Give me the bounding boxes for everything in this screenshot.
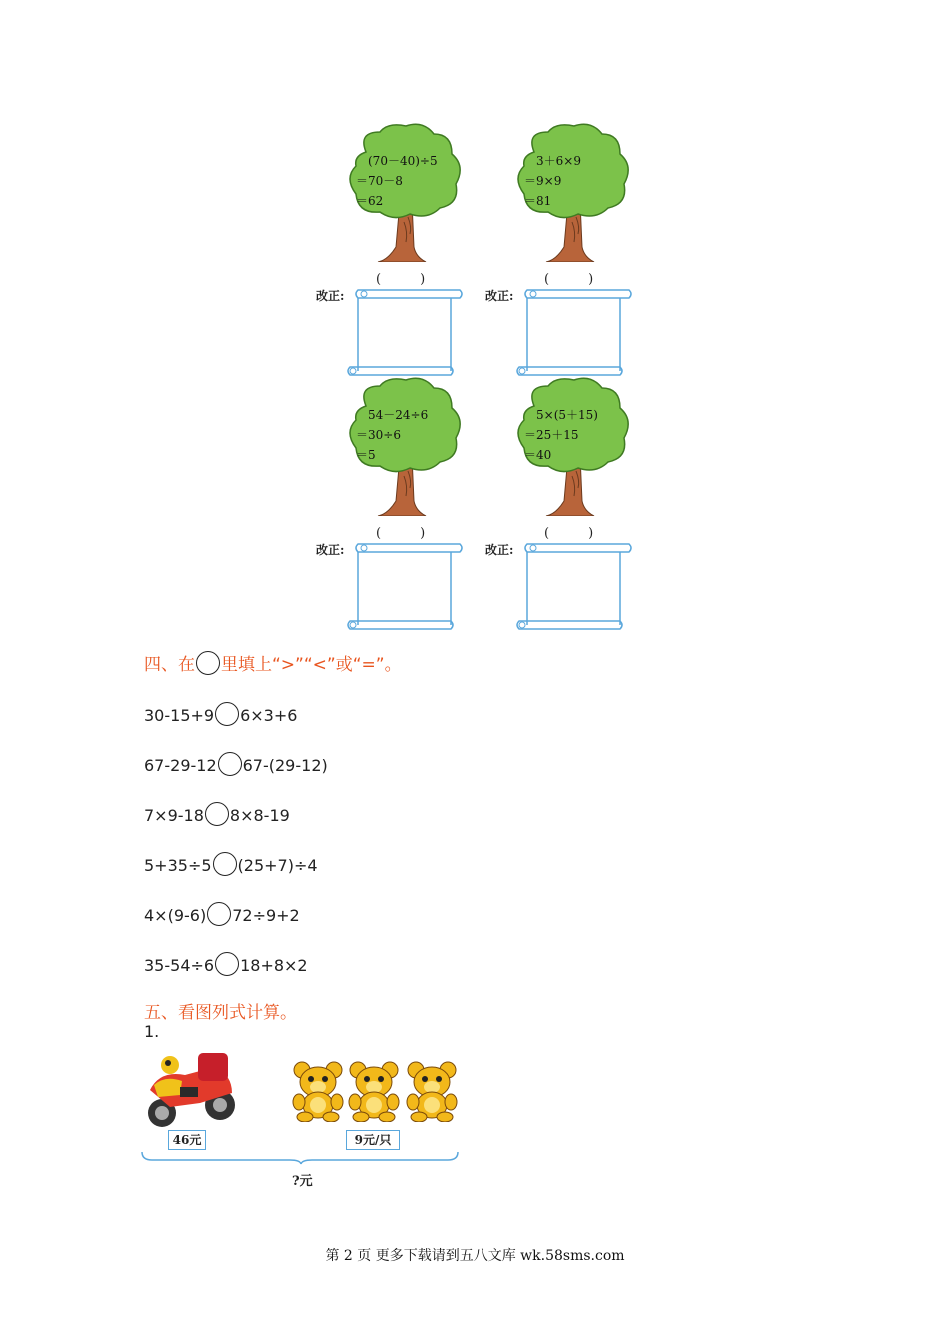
answer-circle[interactable] xyxy=(213,852,237,876)
toy-motorcycle-icon xyxy=(140,1045,240,1130)
teddy-bear-icon xyxy=(290,1060,348,1122)
teddy-bear-icon xyxy=(346,1060,404,1122)
answer-circle[interactable] xyxy=(207,902,231,926)
compare-right: 6×3+6 xyxy=(240,706,298,725)
scroll-frame-icon xyxy=(344,541,466,633)
compare-item xyxy=(144,752,328,776)
expression-line: ＝62 xyxy=(356,194,384,208)
expression-line: ＝9×9 xyxy=(524,174,562,188)
expression-line: ＝40 xyxy=(524,448,552,462)
correction-label: 改正: xyxy=(316,543,345,557)
correction-label: 改正: xyxy=(485,289,514,303)
compare-item xyxy=(144,702,297,726)
correction-box[interactable] xyxy=(513,541,635,637)
judge-answer-blank[interactable]: ( ) xyxy=(376,272,426,287)
compare-right: 8×8-19 xyxy=(229,806,290,825)
answer-circle[interactable] xyxy=(218,752,242,776)
expression-line: 3＋6×9 xyxy=(536,154,581,168)
section4-heading-a: 四、在 xyxy=(144,655,195,675)
compare-left: 35-54÷6 xyxy=(144,956,215,975)
compare-right: 72÷9+2 xyxy=(232,906,300,925)
compare-left: 7×9-18 xyxy=(144,806,204,825)
expression-line: ＝25＋15 xyxy=(524,428,579,442)
compare-right: 67-(29-12) xyxy=(242,756,328,775)
page-footer: 第 2 页 更多下载请到五八文库 wk.58sms.com xyxy=(325,1248,625,1264)
total-label: ?元 xyxy=(292,1174,313,1189)
judge-answer-blank[interactable]: ( ) xyxy=(544,272,594,287)
expression-line: (70－40)÷5 xyxy=(368,154,438,168)
expression-tree xyxy=(516,122,636,262)
teddy-bear-icon xyxy=(404,1060,462,1122)
total-brace xyxy=(140,1150,462,1166)
compare-circle-icon xyxy=(196,651,220,675)
answer-circle[interactable] xyxy=(215,952,239,976)
item-number: 1. xyxy=(144,1022,160,1041)
compare-right: 18+8×2 xyxy=(240,956,308,975)
correction-label: 改正: xyxy=(316,289,345,303)
scroll-frame-icon xyxy=(344,287,466,379)
correction-box[interactable] xyxy=(513,287,635,383)
compare-left: 67-29-12 xyxy=(144,756,217,775)
correction-label: 改正: xyxy=(485,543,514,557)
expression-line: ＝81 xyxy=(524,194,552,208)
compare-left: 30-15+9 xyxy=(144,706,215,725)
judge-answer-blank[interactable]: ( ) xyxy=(376,526,426,541)
compare-item xyxy=(144,802,290,826)
expression-line: ＝5 xyxy=(356,448,376,462)
expression-line: ＝30÷6 xyxy=(356,428,401,442)
compare-left: 4×(9-6) xyxy=(144,906,207,925)
expression-tree xyxy=(348,122,468,262)
scroll-frame-icon xyxy=(513,287,635,379)
compare-item xyxy=(144,952,308,976)
judge-answer-blank[interactable]: ( ) xyxy=(544,526,594,541)
toy-car-price-box: 46元 xyxy=(168,1130,206,1150)
compare-item xyxy=(144,902,300,926)
bear-price-box: 9元/只 xyxy=(346,1130,400,1150)
compare-item xyxy=(144,852,318,876)
correction-box[interactable] xyxy=(344,287,466,383)
expression-tree xyxy=(348,376,468,516)
section5-heading: 五、看图列式计算。 xyxy=(144,1003,297,1023)
expression-line: 54－24÷6 xyxy=(368,408,429,422)
expression-tree xyxy=(516,376,636,516)
section4-heading xyxy=(144,650,402,675)
section4-heading-b: 里填上“>”“<”或“=”。 xyxy=(221,655,402,675)
answer-circle[interactable] xyxy=(215,702,239,726)
answer-circle[interactable] xyxy=(205,802,229,826)
expression-line: ＝70－8 xyxy=(356,174,403,188)
expression-line: 5×(5＋15) xyxy=(536,408,598,422)
compare-left: 5+35÷5 xyxy=(144,856,212,875)
scroll-frame-icon xyxy=(513,541,635,633)
compare-right: (25+7)÷4 xyxy=(237,856,318,875)
correction-box[interactable] xyxy=(344,541,466,637)
